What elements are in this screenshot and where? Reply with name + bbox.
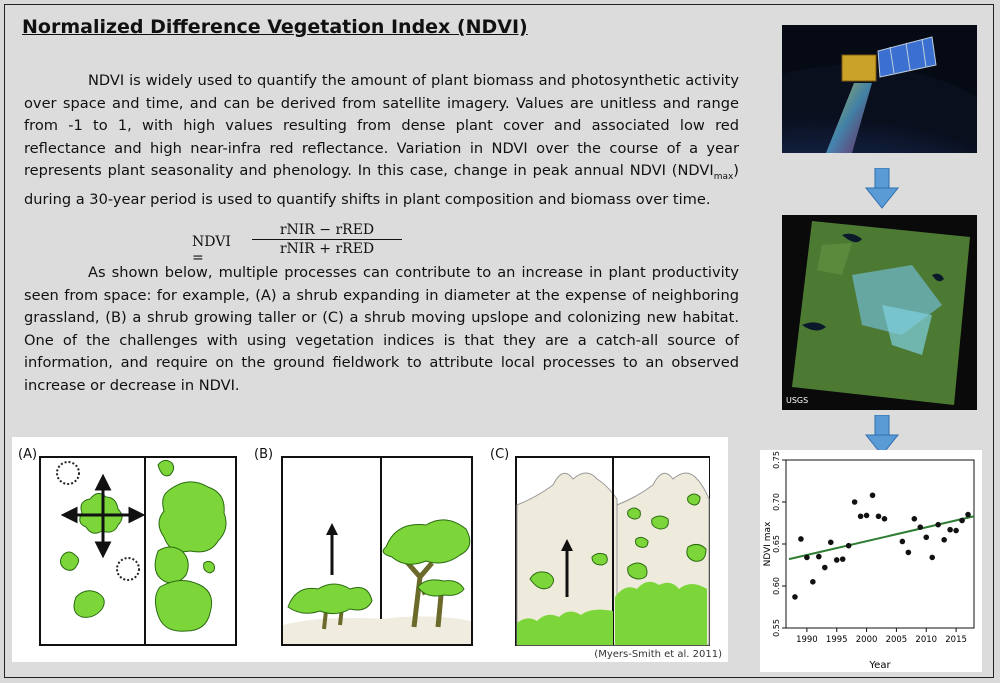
intro-text-a: NDVI is widely used to quantify the amount of plant biomass and photosynthetic activity over space and time, and can be derived from satellite imagery. Values are unitless and range from -1 to 1, with high values resulting from dense plant cover and associated low red reflectance and high near-infra red reflectance. Variation in NDVI over the course of a year represents plant seasonality and phenology. In this case, change in peak annual NDVI (NDVI: [24, 72, 739, 180]
data-point: [923, 534, 929, 540]
panel-c-label: (C): [490, 447, 510, 462]
y-tick-label: 0.55: [772, 619, 781, 637]
landsat-map-image: [782, 215, 977, 410]
down-arrow-icon: [864, 168, 900, 210]
data-point: [906, 550, 912, 556]
satellite-image: [782, 25, 977, 153]
usgs-label: USGS: [786, 396, 809, 405]
data-point: [804, 555, 810, 561]
processes-text: As shown below, multiple processes can contribute to an increase in plant productivity seen from space: for example, (A) a shrub expanding in diameter at the expense of neighboring grassland, (B) a shrub growing taller or (C) a shrub moving upslope and colonizing new habitat. One of the challenges with using vegetation indices is that they are a catch-all source of information, and require on the ground fieldwork to attribute local processes to an observed increase or decrease in NDVI.: [24, 264, 739, 394]
x-axis-label: Year: [869, 660, 891, 671]
y-tick-label: 0.60: [772, 577, 781, 595]
figure-citation: (Myers-Smith et al. 2011): [594, 649, 722, 660]
processes-paragraph: [24, 262, 739, 398]
panel-b-drawing: [254, 447, 474, 647]
x-tick-label: 1990: [796, 635, 818, 645]
panel-c-drawing: [490, 447, 710, 647]
data-point: [810, 579, 816, 585]
data-point: [852, 499, 858, 505]
data-point: [846, 543, 852, 549]
formula-denominator: rNIR + rRED: [279, 241, 375, 257]
data-point: [882, 516, 888, 522]
x-tick-label: 2015: [945, 635, 967, 645]
page-title: Normalized Difference Vegetation Index (NDVI): [22, 16, 528, 38]
formula-lhs: NDVI =: [192, 234, 231, 266]
data-point: [947, 527, 953, 533]
ndvi-subscript: max: [713, 172, 734, 183]
x-tick-label: 2000: [855, 635, 878, 645]
y-tick-label: 0.65: [772, 535, 781, 553]
data-point: [953, 528, 959, 534]
data-point: [917, 524, 923, 530]
data-point: [816, 554, 822, 560]
panel-b: [254, 447, 474, 645]
data-point: [822, 565, 828, 571]
x-tick-label: 1995: [825, 635, 848, 645]
data-point: [828, 540, 834, 546]
x-tick-label: 2005: [885, 635, 908, 645]
data-point: [941, 537, 947, 543]
formula-fraction: [252, 222, 402, 257]
data-point: [900, 539, 906, 545]
data-point: [840, 556, 846, 562]
panel-c: [490, 447, 710, 645]
data-point: [965, 512, 971, 518]
y-tick-label: 0.75: [772, 451, 781, 469]
formula-numerator: rNIR − rRED: [252, 222, 402, 240]
data-point: [959, 518, 965, 524]
data-point: [935, 522, 941, 528]
intro-text-b: ) during a 30-year period is used to quantify shifts in plant composition and biomass over time.: [24, 162, 739, 208]
panel-a-label: (A): [18, 447, 38, 462]
x-tick-label: 2010: [915, 635, 938, 645]
data-point: [834, 557, 840, 563]
shrub-process-figure: [12, 437, 728, 662]
data-point: [929, 555, 935, 561]
panel-a-drawing: [18, 447, 238, 647]
y-tick-label: 0.70: [772, 493, 781, 511]
data-point: [912, 516, 918, 522]
data-point: [870, 492, 876, 498]
panel-b-label: (B): [254, 447, 274, 462]
data-point: [864, 513, 870, 519]
ndvi-scatter-plot: [760, 450, 982, 672]
intro-paragraph: [24, 70, 739, 211]
data-point: [858, 513, 864, 519]
data-point: [798, 536, 804, 542]
panel-a: [18, 447, 238, 645]
y-axis-label: NDVI max: [763, 521, 773, 567]
data-point: [792, 594, 798, 600]
data-point: [876, 513, 882, 519]
